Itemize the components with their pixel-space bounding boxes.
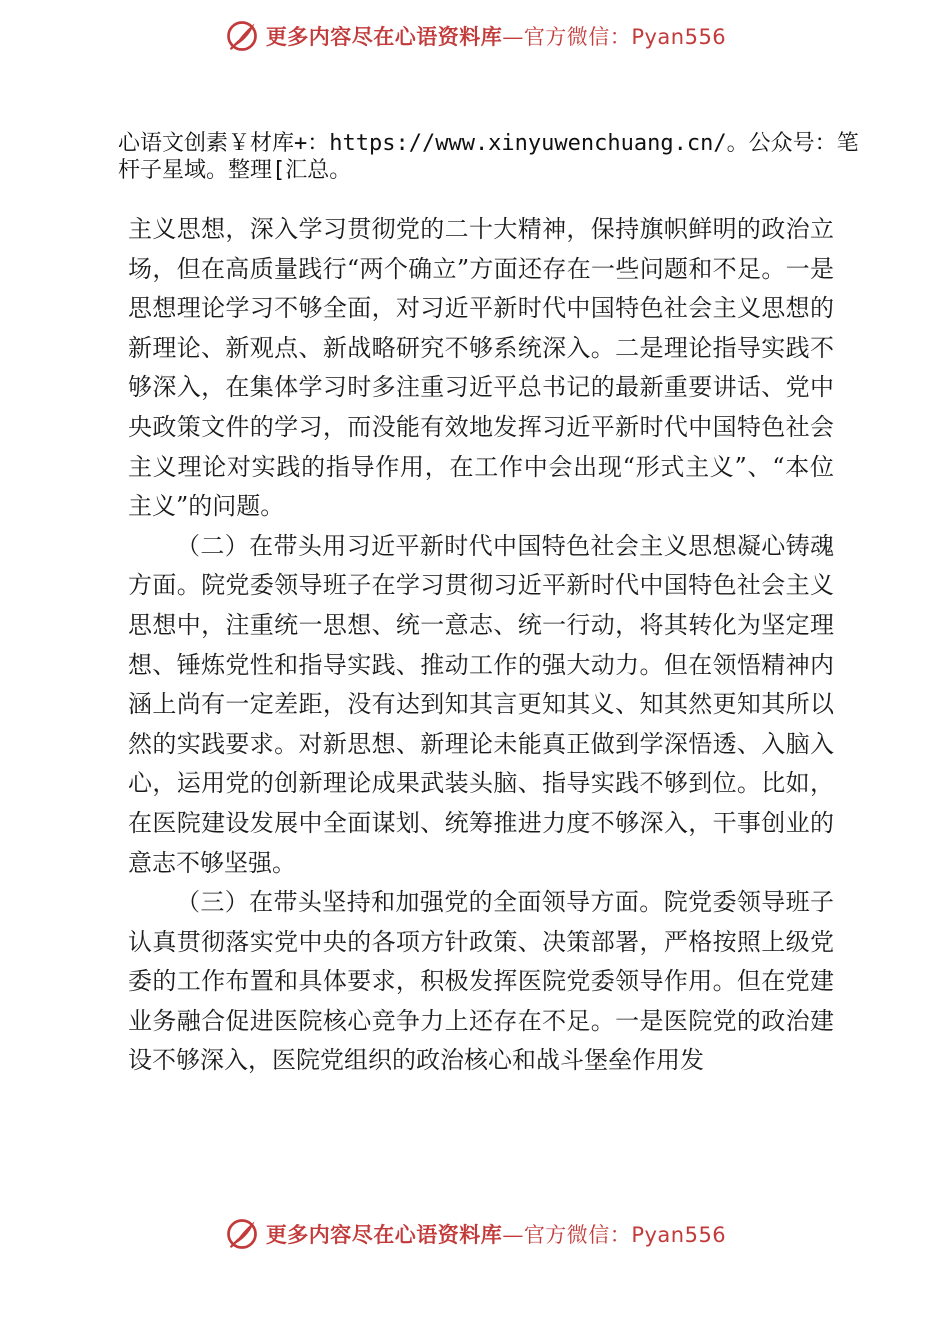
header-site-text: 更多内容尽在心语资料库: [265, 24, 503, 49]
footer-separator: —: [502, 1223, 524, 1247]
header-banner: [0, 14, 950, 58]
paragraph-continued: 主义思想，深入学习贯彻党的二十大精神，保持旗帜鲜明的政治立场，但在高质量践行“两个确立”方面还存在一些问题和不足。一是思想理论学习不够全面，对习近平新时代中国特色社会主义思想的新理论、新观点、新战略研究不够系统深入。二是理论指导实践不够深入，在集体学习时多注重习近平总书记的最新重要讲话、党中央政策文件的学习，而没能有效地发挥习近平新时代中国特色社会主义理论对实践的指导作用，在工作中会出现“形式主义”、“本位主义”的问题。: [128, 215, 834, 521]
header-separator: —: [502, 25, 524, 49]
footer-text: [266, 1219, 726, 1249]
footer-official-text: 官方微信：: [523, 1223, 632, 1247]
header-text: [266, 21, 726, 51]
paragraph-section-2: （二）在带头用习近平新时代中国特色社会主义思想凝心铸魂方面。院党委领导班子在学习贯彻习近平新时代中国特色社会主义思想中，注重统一思想、统一意志、统一行动，将其转化为坚定理想、锤炼党性和指导实践、推动工作的强大动力。但在领悟精神内涵上尚有一定差距，没有达到知其言更知其义、知其然更知其所以然的实践要求。对新思想、新理论未能真正做到学深悟透、入脑入心，运用党的创新理论成果武装头脑、指导实践不够到位。比如，在医院建设发展中全面谋划、统筹推进力度不够深入，干事创业的意志不够坚强。: [128, 531, 834, 877]
footer-site-text: 更多内容尽在心语资料库: [265, 1222, 503, 1247]
footer-account: Pyan556: [631, 1223, 727, 1247]
feather-pen-logo-icon: [224, 18, 260, 54]
footer-banner: [0, 1212, 950, 1256]
source-line: 心语文创素￥材库+：https://www.xinyuwenchuang.cn/。公众号：笔杆子星域。整理[汇总。: [118, 131, 859, 183]
feather-pen-logo-icon: [224, 1216, 260, 1252]
header-official-text: 官方微信：: [523, 25, 632, 49]
document-body: [128, 210, 834, 1081]
header-account: Pyan556: [631, 25, 727, 49]
paragraph-section-3: （三）在带头坚持和加强党的全面领导方面。院党委领导班子认真贯彻落实党中央的各项方针政策、决策部署，严格按照上级党委的工作布置和具体要求，积极发挥医院党委领导作用。但在党建业务融合促进医院核心竞争力上还存在不足。一是医院党的政治建设不够深入，医院党组织的政治核心和战斗堡垒作用发: [128, 888, 834, 1075]
